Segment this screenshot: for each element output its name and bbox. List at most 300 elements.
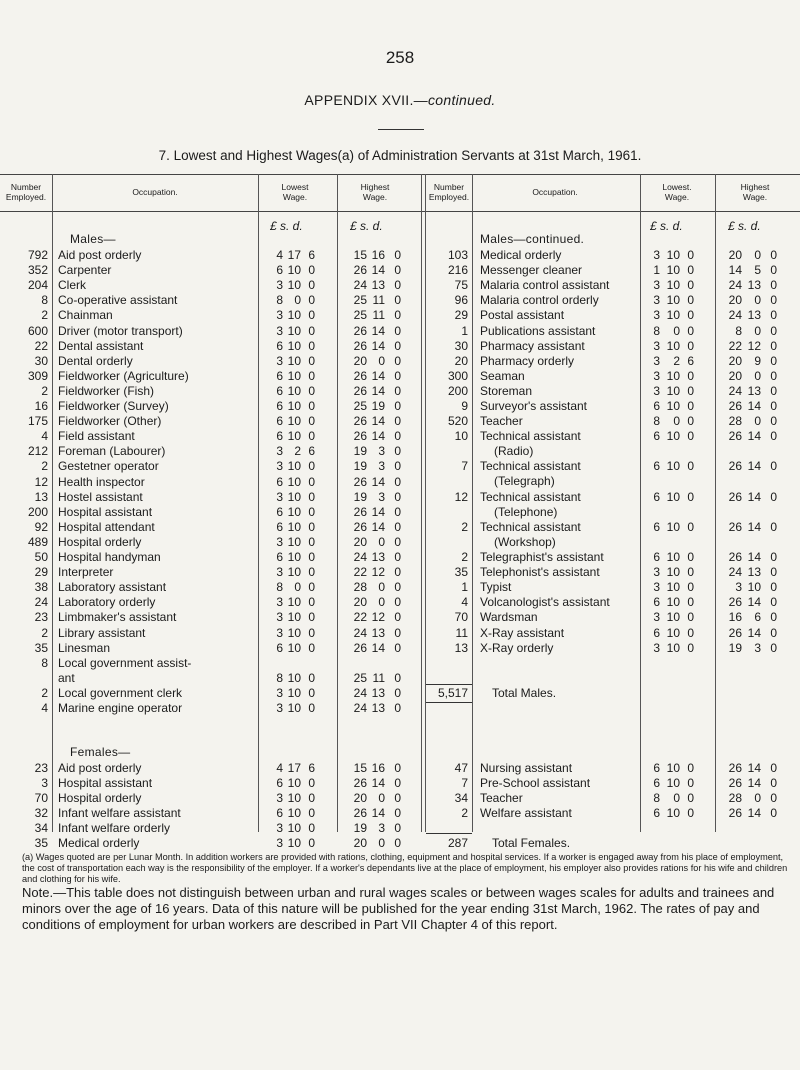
lowest-wage-pounds: 6 [653,550,660,564]
total-females-label: Total Females. [492,836,571,851]
highest-wage-pence: 0 [770,323,777,338]
highest-wage-pence: 0 [394,293,401,308]
lowest-wage-shillings: 10 [666,278,680,293]
highest-wage-shillings: 9 [754,353,761,368]
lowest-wage-pence: 0 [308,504,315,519]
occupation: Malaria control assistant [480,278,610,293]
highest-wage-shillings: 0 [378,790,385,805]
highest-wage-pence: 0 [394,519,401,534]
employed-count: 103 [447,248,468,262]
lowest-wage-pounds: 6 [276,640,283,655]
lowest-wage-shillings: 10 [666,806,680,820]
lowest-wage-shillings: 10 [287,610,301,625]
lowest-wage-pounds: 6 [276,775,283,790]
lowest-wage-shillings: 10 [287,308,301,323]
lowest-wage-pence: 0 [308,580,315,595]
highest-wage-pounds: 26 [353,383,367,398]
employed-count: 29 [454,308,468,323]
lowest-wage-shillings: 10 [666,550,680,564]
highest-wage-shillings: 14 [747,775,761,790]
employed-count: 34 [34,821,48,836]
lowest-wage-shillings: 17 [287,248,301,262]
lowest-wage-pence: 0 [687,383,694,398]
lowest-wage-pence: 0 [687,323,694,338]
highest-wage-pence: 0 [770,429,777,444]
lowest-wage-shillings: 10 [666,308,680,323]
header-highest-left: Highest Wage. [360,182,390,202]
highest-wage-pounds: 24 [353,550,367,564]
lowest-wage-shillings: 10 [666,519,680,534]
table-title: 7. Lowest and Highest Wages(a) of Administration Servants at 31st March, 1961. [158,148,642,163]
lowest-wage-shillings: 10 [666,459,680,474]
males-cont-label: Males—continued. [480,232,585,246]
lowest-wage-shillings: 10 [287,595,301,610]
lowest-wage-pence: 0 [308,353,315,368]
highest-wage-pence: 0 [770,248,777,262]
highest-wage-pence: 0 [394,323,401,338]
lowest-wage-shillings: 10 [287,821,301,836]
occupation: Messenger cleaner [480,263,583,278]
lowest-wage-pence: 6 [687,353,694,368]
lowest-wage-pence: 0 [687,625,694,640]
occupation: Teacher [480,790,523,805]
highest-wage-shillings: 14 [747,429,761,444]
highest-wage-pounds: 24 [728,565,742,580]
highest-wage-pounds: 26 [728,760,742,775]
lowest-wage-shillings: 10 [287,685,301,700]
lowest-wage-pence: 0 [308,595,315,610]
lowest-wage-pence: 0 [687,610,694,625]
highest-wage-shillings: 0 [754,414,761,429]
appendix-main: APPENDIX XVII.— [304,92,428,108]
highest-wage-shillings: 14 [747,399,761,413]
highest-wage-pence: 0 [394,760,401,775]
occupation-cont: (Workshop) [494,534,556,549]
highest-wage-pounds: 26 [353,323,367,338]
highest-wage-pounds: 24 [353,685,367,700]
highest-wage-shillings: 5 [754,263,761,278]
col-divider [472,174,473,832]
lowest-wage-pounds: 3 [276,489,283,504]
highest-wage-shillings: 13 [371,625,385,640]
lowest-wage-shillings: 10 [287,670,301,685]
highest-wage-pounds: 26 [728,806,742,820]
lowest-wage-pence: 6 [308,760,315,775]
lowest-wage-pounds: 3 [276,790,283,805]
lowest-wage-pounds: 3 [653,640,660,655]
lowest-wage-shillings: 10 [287,836,301,851]
lowest-wage-pounds: 3 [276,323,283,338]
highest-wage-pounds: 26 [353,474,367,489]
col-divider [425,174,426,832]
lowest-wage-pence: 0 [687,489,694,504]
highest-wage-pounds: 26 [728,595,742,610]
lowest-wage-pence: 0 [687,775,694,790]
highest-wage-pounds: 26 [353,519,367,534]
lowest-wage-pounds: 6 [653,625,660,640]
highest-wage-shillings: 16 [371,248,385,262]
highest-wage-pounds: 20 [728,248,742,262]
highest-wage-pounds: 25 [353,399,367,413]
money-header: £ s. d. [350,219,383,233]
lowest-wage-pounds: 6 [653,429,660,444]
highest-wage-pence: 0 [770,353,777,368]
lowest-wage-shillings: 10 [287,353,301,368]
lowest-wage-pence: 0 [308,399,315,413]
col-divider [52,174,53,832]
occupation: Hospital attendant [58,519,155,534]
occupation: Fieldworker (Other) [58,414,162,429]
lowest-wage-pounds: 3 [276,459,283,474]
employed-count: 2 [41,459,48,474]
lowest-wage-pounds: 3 [276,565,283,580]
occupation: Nursing assistant [480,760,573,775]
money-header: £ s. d. [650,219,683,233]
occupation: Linesman [58,640,111,655]
lowest-wage-shillings: 10 [287,323,301,338]
occupation: Storeman [480,383,533,398]
lowest-wage-shillings: 10 [666,248,680,262]
highest-wage-pence: 0 [394,399,401,413]
total-males-count: 5,517 [437,685,468,700]
occupation: Fieldworker (Agriculture) [58,368,189,383]
occupation: Hospital assistant [58,504,153,519]
col-divider [715,174,716,832]
highest-wage-pounds: 24 [353,278,367,293]
occupation: Dental assistant [58,338,144,353]
highest-wage-pence: 0 [770,308,777,323]
lowest-wage-pounds: 8 [653,414,660,429]
occupation: Aid post orderly [58,248,142,262]
lowest-wage-shillings: 10 [287,519,301,534]
highest-wage-pence: 0 [770,565,777,580]
lowest-wage-pounds: 3 [653,353,660,368]
highest-wage-pounds: 19 [353,489,367,504]
highest-wage-shillings: 14 [747,625,761,640]
lowest-wage-pounds: 3 [653,338,660,353]
lowest-wage-pounds: 6 [276,399,283,413]
highest-wage-pence: 0 [394,429,401,444]
section-males: Males— [70,232,116,246]
employed-count: 4 [41,429,48,444]
highest-wage-shillings: 14 [371,323,385,338]
occupation: Health inspector [58,474,145,489]
highest-wage-pence: 0 [770,383,777,398]
highest-wage-shillings: 14 [747,459,761,474]
occupation: Limbmaker's assistant [58,610,177,625]
employed-count: 16 [34,399,48,413]
lowest-wage-pounds: 3 [276,595,283,610]
lowest-wage-pence: 0 [308,338,315,353]
employed-count: 9 [461,399,468,413]
lowest-wage-shillings: 10 [666,580,680,595]
lowest-wage-shillings: 17 [287,760,301,775]
employed-count: 11 [455,625,468,640]
highest-wage-pence: 0 [394,821,401,836]
lowest-wage-shillings: 10 [287,790,301,805]
appendix-heading [0,92,800,108]
lowest-wage-pounds: 3 [653,383,660,398]
highest-wage-shillings: 11 [372,293,385,308]
lowest-wage-pence: 6 [308,248,315,262]
highest-wage-shillings: 12 [371,565,385,580]
occupation: Hospital handyman [58,550,161,564]
footnote: (a) Wages quoted are per Lunar Month. In addition workers are provided with rations, clothing, equipment and hospital services. If a worker is engaged away from his place of employment, the cost of transportation each way is the responsibility of the employer. If a worker's dependants live at the place of employment, his employer also provides rations for his wife and children and clothing for his wife. [22,852,788,884]
highest-wage-pounds: 8 [735,323,742,338]
lowest-wage-pence: 0 [308,625,315,640]
highest-wage-shillings: 14 [371,383,385,398]
highest-wage-shillings: 6 [754,610,761,625]
lowest-wage-pence: 0 [308,670,315,685]
employed-count: 13 [454,640,468,655]
lowest-wage-shillings: 10 [287,338,301,353]
highest-wage-shillings: 13 [747,565,761,580]
highest-wage-shillings: 14 [371,338,385,353]
employed-count: 300 [447,368,468,383]
highest-wage-pounds: 26 [353,429,367,444]
lowest-wage-pence: 0 [687,248,694,262]
occupation: Telegraphist's assistant [480,550,604,564]
lowest-wage-shillings: 0 [294,580,301,595]
lowest-wage-pounds: 3 [276,444,283,459]
highest-wage-shillings: 13 [747,308,761,323]
highest-wage-pence: 0 [394,670,401,685]
occupation: Field assistant [58,429,135,444]
employed-count: 50 [34,550,48,564]
highest-wage-pence: 0 [770,459,777,474]
highest-wage-pence: 0 [770,414,777,429]
appendix-cont: continued. [427,92,496,108]
lowest-wage-pence: 0 [308,474,315,489]
occupation: Infant welfare orderly [58,821,171,836]
highest-wage-pence: 0 [394,278,401,293]
lowest-wage-pounds: 3 [276,353,283,368]
lowest-wage-shillings: 10 [287,504,301,519]
lowest-wage-shillings: 10 [666,595,680,610]
lowest-wage-pence: 0 [687,263,694,278]
employed-count: 4 [41,700,48,715]
highest-wage-pence: 0 [770,338,777,353]
lowest-wage-pounds: 6 [276,519,283,534]
highest-wage-pounds: 22 [353,565,367,580]
lowest-wage-pence: 0 [687,806,694,820]
occupation: Fieldworker (Fish) [58,383,155,398]
highest-wage-pence: 0 [394,595,401,610]
employed-count: 2 [41,625,48,640]
col-divider [258,174,259,832]
employed-count: 2 [461,519,468,534]
highest-wage-pounds: 22 [353,610,367,625]
occupation: Hostel assistant [58,489,143,504]
highest-wage-shillings: 14 [747,489,761,504]
occupation: Driver (motor transport) [58,323,183,338]
highest-wage-shillings: 3 [754,640,761,655]
highest-wage-pounds: 20 [353,836,367,851]
lowest-wage-pence: 0 [308,308,315,323]
lowest-wage-pounds: 3 [653,368,660,383]
lowest-wage-shillings: 10 [666,640,680,655]
highest-wage-shillings: 0 [754,248,761,262]
highest-wage-shillings: 0 [754,293,761,308]
total-rule [426,702,472,703]
occupation: Fieldworker (Survey) [58,399,169,413]
occupation: Pharmacy assistant [480,338,585,353]
employed-count: 70 [454,610,468,625]
lowest-wage-pence: 0 [687,760,694,775]
highest-wage-pounds: 20 [728,293,742,308]
occupation: Marine engine operator [58,700,183,715]
employed-count: 32 [34,806,48,820]
occupation: Gestetner operator [58,459,159,474]
highest-wage-pounds: 16 [728,610,742,625]
occupation: Wardsman [480,610,538,625]
employed-count: 30 [34,353,48,368]
highest-wage-shillings: 14 [747,760,761,775]
lowest-wage-pence: 0 [308,489,315,504]
highest-wage-pounds: 26 [353,414,367,429]
highest-wage-pounds: 19 [353,459,367,474]
lowest-wage-shillings: 10 [287,263,301,278]
highest-wage-pounds: 19 [728,640,742,655]
occupation: Pre-School assistant [480,775,591,790]
lowest-wage-pence: 0 [308,806,315,820]
employed-count: 2 [41,308,48,323]
occupation: Welfare assistant [480,806,572,820]
lowest-wage-pence: 0 [308,565,315,580]
employed-count: 2 [41,685,48,700]
highest-wage-pence: 0 [770,610,777,625]
highest-wage-shillings: 14 [371,519,385,534]
employed-count: 175 [27,414,48,429]
lowest-wage-pence: 0 [308,323,315,338]
lowest-wage-shillings: 10 [666,610,680,625]
lowest-wage-pence: 0 [687,429,694,444]
occupation: Technical assistant [480,489,581,504]
lowest-wage-pence: 0 [308,550,315,564]
highest-wage-shillings: 14 [371,414,385,429]
occupation: Laboratory assistant [58,580,167,595]
employed-count: 75 [454,278,468,293]
highest-wage-pounds: 26 [353,640,367,655]
highest-wage-pence: 0 [770,519,777,534]
highest-wage-pounds: 20 [728,368,742,383]
lowest-wage-pounds: 6 [276,338,283,353]
occupation: Local government clerk [58,685,183,700]
occupation: Medical orderly [58,836,140,851]
total-rule [426,684,472,685]
lowest-wage-pounds: 6 [276,429,283,444]
occupation: Pharmacy orderly [480,353,575,368]
highest-wage-pence: 0 [394,414,401,429]
lowest-wage-pence: 0 [308,534,315,549]
highest-wage-shillings: 12 [371,610,385,625]
employed-count: 12 [454,489,468,504]
lowest-wage-pence: 0 [687,790,694,805]
highest-wage-pounds: 26 [728,429,742,444]
money-header: £ s. d. [728,219,761,233]
highest-wage-shillings: 3 [378,459,385,474]
highest-wage-shillings: 14 [371,263,385,278]
employed-count: 23 [34,610,48,625]
occupation: Hospital orderly [58,534,142,549]
lowest-wage-shillings: 10 [287,565,301,580]
highest-wage-shillings: 3 [378,489,385,504]
occupation: Aid post orderly [58,760,142,775]
employed-count: 35 [34,640,48,655]
highest-wage-shillings: 0 [378,534,385,549]
highest-wage-pounds: 25 [353,293,367,308]
occupation: Teacher [480,414,523,429]
highest-wage-shillings: 14 [371,775,385,790]
lowest-wage-shillings: 10 [287,383,301,398]
occupation: Surveyor's assistant [480,399,587,413]
employed-count: 8 [41,655,48,670]
highest-wage-shillings: 11 [372,308,385,323]
lowest-wage-pounds: 8 [653,790,660,805]
lowest-wage-pounds: 6 [653,595,660,610]
lowest-wage-pounds: 6 [276,550,283,564]
occupation: Medical orderly [480,248,562,262]
highest-wage-pounds: 20 [353,595,367,610]
highest-wage-pounds: 26 [353,338,367,353]
highest-wage-pence: 0 [770,595,777,610]
highest-wage-shillings: 0 [754,323,761,338]
lowest-wage-pence: 0 [687,580,694,595]
occupation: Technical assistant [480,459,581,474]
highest-wage-pounds: 15 [353,248,367,262]
employed-count: 38 [34,580,48,595]
employed-count: 216 [447,263,468,278]
occupation: Local government assist- [58,655,192,670]
employed-count: 35 [34,836,48,851]
highest-wage-shillings: 13 [371,685,385,700]
lowest-wage-shillings: 10 [287,625,301,640]
highest-wage-pounds: 19 [353,821,367,836]
employed-count: 2 [41,383,48,398]
employed-count: 600 [27,323,48,338]
highest-wage-shillings: 10 [747,580,761,595]
highest-wage-shillings: 14 [371,504,385,519]
lowest-wage-shillings: 10 [287,700,301,715]
occupation: Publications assistant [480,323,596,338]
highest-wage-shillings: 13 [747,278,761,293]
highest-wage-pounds: 26 [353,263,367,278]
lowest-wage-pence: 0 [687,640,694,655]
lowest-wage-pence: 0 [308,459,315,474]
highest-wage-pounds: 28 [728,414,742,429]
highest-wage-pence: 0 [394,565,401,580]
lowest-wage-pence: 0 [687,338,694,353]
lowest-wage-pounds: 3 [276,685,283,700]
highest-wage-shillings: 0 [754,790,761,805]
employed-count: 204 [27,278,48,293]
lowest-wage-pence: 0 [308,700,315,715]
lowest-wage-shillings: 10 [666,263,680,278]
lowest-wage-pounds: 8 [276,670,283,685]
lowest-wage-shillings: 10 [287,489,301,504]
highest-wage-shillings: 14 [747,806,761,820]
section-males-continued [480,232,584,246]
employed-count: 12 [34,474,48,489]
lowest-wage-shillings: 0 [673,790,680,805]
lowest-wage-pence: 0 [687,459,694,474]
lowest-wage-shillings: 10 [666,565,680,580]
lowest-wage-pounds: 8 [276,580,283,595]
section-females: Females— [70,744,131,759]
highest-wage-pounds: 24 [353,625,367,640]
highest-wage-pence: 0 [394,550,401,564]
employed-count: 3 [41,775,48,790]
